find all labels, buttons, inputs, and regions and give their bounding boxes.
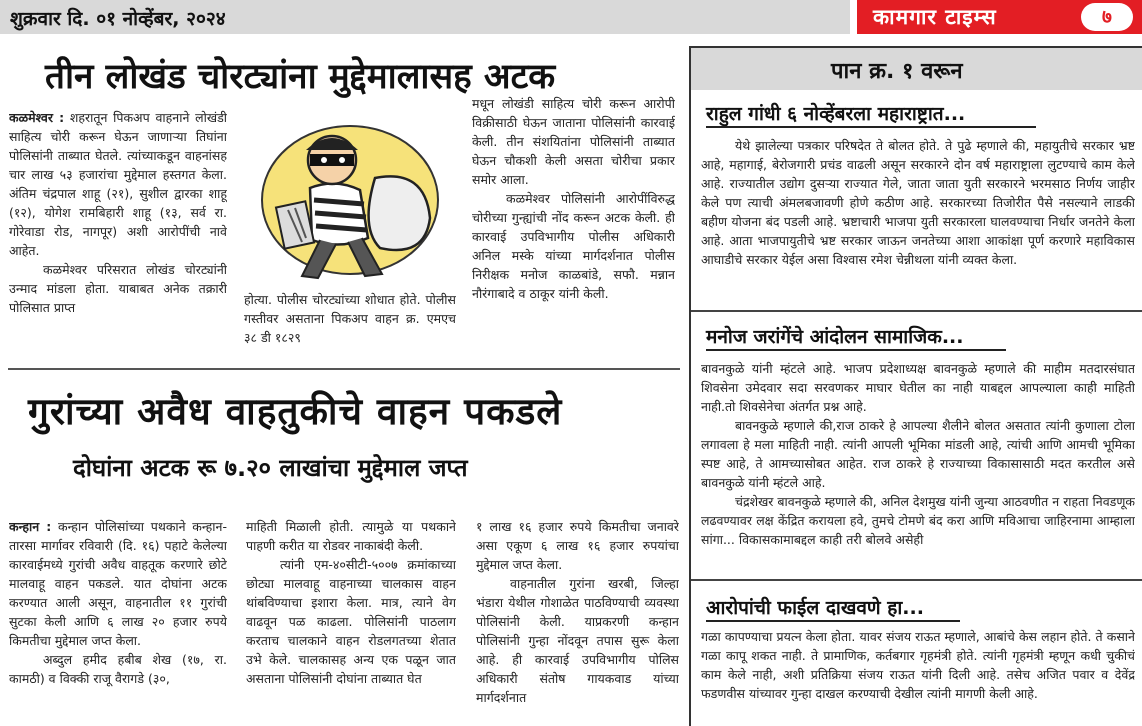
- section1-heading: राहुल गांधी ६ नोव्हेंबरला महाराष्ट्रात...: [706, 103, 966, 125]
- story2-col3-para1: १ लाख १६ हजार रुपये किमतीचा जनावरे असा एकूण ६ लाख १६ हजार रुपयांचा मुद्देमाल जप्त केला.: [476, 519, 679, 572]
- section-divider: [8, 368, 680, 370]
- section3-body: [701, 627, 1135, 726]
- story1-col1-para1: शहरातून पिकअप वाहनाने लोखंडी साहित्य चोरी करून घेऊन जाणाऱ्या तिघांना पोलिसांनी ताब्यात घेतले. त्यांच्याकडून वाहनांसह चार लाख ५३ हजारांचा मुद्देमाल हस्तगत केला. अंतिम चंद्रपाल शाहू (२१), सुशील द्वारका शाहू (१२), योगेश रामबिहारी शाहू (१३, सर्व रा. गोरेवाडा रोड, नागपूर) अशी आरोपींची नावे आहेत.: [9, 110, 227, 258]
- thief-illustration: [240, 108, 456, 284]
- section3-underline: [706, 620, 960, 622]
- section1-divider: [691, 310, 1142, 312]
- story2-col2-para2: त्यांनी एम-४०सीटी-५००७ क्रमांकाच्या छोट्या मालवाहू वाहनाच्या चालकास वाहन थांबविण्याचा इशारा केला. मात्र, त्याने वेग वाढवून पळ काढला. पोलिसांनी पाठलाग करताच चालकाने वाहन रोडलगतच्या शेतात उभे केले. चालकासह अन्य एक पळून जात असताना पोलिसांनी दोघांना ताब्यात घेत: [246, 557, 456, 686]
- story1-col3-para1: मधून लोखंडी साहित्य चोरी करून आरोपी विक्रीसाठी घेऊन जाताना पोलिसांनी कारवाई केली. तीन संशयितांना पोलिसांनी ताब्यात घेऊन चौकशी केली असता चोरीचा प्रकार समोर आला.: [472, 96, 675, 187]
- page-number: ७: [1081, 3, 1133, 31]
- section2-heading: मनोज जरांगेंचे आंदोलन सामाजिक...: [706, 326, 964, 348]
- story2-column-1: [9, 517, 227, 726]
- section1-body: [701, 136, 1135, 304]
- story1-col3-para2: कळमेश्वर पोलिसांनी आरोपींविरुद्ध चोरीच्या गुन्ह्यांची नोंद करून अटक केली. ही कारवाई उपविभागीय पोलीस अधिकारी अनिल मस्के यांच्या मार्गदर्शनात पोलीस निरीक्षक मनोज काळबांडे, सफौ. मन्नान नौरंगाबादे व ठाकूर यांनी केली.: [472, 191, 675, 301]
- brand-name: कामगार टाइम्स: [873, 5, 997, 29]
- story2-col1-para2: अब्दुल हमीद हबीब शेख (१७, रा. कामठी) व विक्की राजू वैरागडे (३०,: [9, 652, 227, 686]
- section2-body: [701, 359, 1135, 571]
- story1-column-1: [9, 108, 227, 358]
- story2-col2-para1: माहिती मिळाली होती. त्यामुळे या पथकाने पाहणी करीत या रोडवर नाकाबंदी केली.: [246, 519, 456, 553]
- story1-col2-text: होत्या. पोलीस चोरट्यांच्या शोधात होते. पोलीस गस्तीवर असताना पिकअप वाहन क्र. एमएच ३८ डी १८२९: [244, 292, 456, 345]
- story2-headline: गुरांच्या अवैध वाहतुकीचे वाहन पकडले: [28, 390, 563, 433]
- issue-date: शुक्रवार दि. ०१ नोव्हेंबर, २०२४: [10, 8, 226, 30]
- story1-dateline: कळमेश्वर :: [9, 110, 65, 125]
- story2-column-3: [476, 517, 679, 726]
- continued-panel-header: [691, 48, 1142, 90]
- section2-para2: बावनकुळे म्हणाले की,राज ठाकरे हे आपल्या शैलीने बोलत असतात त्यांनी कुणाला टोला लगावला हे मला माहिती नाही. त्यांनी आपली भूमिका मांडली आहे, त्यांची आणि आमची भूमिका स्पष्ट आहे, ते आमच्यासोबत आहेत. राज ठाकरे हे राज्याच्या विकासासाठी मदत करतील असे बावनकुळे यांनी म्हंटले आहे.: [701, 418, 1135, 490]
- section1-underline: [706, 126, 1036, 128]
- section2-para3: चंद्रशेखर बावनकुळे म्हणाले की, अनिल देशमुख यांनी जुन्या आठवणीत न राहता निवडणूक लढवण्यावर लक्ष केंद्रित करायला हवे, तुमचे टोमणे बंद करा आणि मविआचा जाहिरनामा आम्हाला सांगा... विकासकामाबद्दल काही तरी बोलवे असेही: [701, 494, 1135, 547]
- section1-text: येथे झालेल्या पत्रकार परिषदेत ते बोलत होते. ते पुढे म्हणाले की, महायुतीचे सरकार भ्रष्ट आहे, महागाई, बेरोजगारी प्रचंड वाढली असून सरकारने दोन वर्ष महाराष्ट्राला लुटण्याचे काम केले आहे. राज्यातील उद्योग दुसऱ्या राज्यात गेले, जाता जाता युती सरकारने भरमसाठ निर्णय जाहीर केले पण त्याची अंमलबजावणी होणे कठीण आहे. सरकारच्या तिजोरीत पैसे नसल्याने लाडकी बहीण योजना बंद पडली आहे. भ्रष्टाचारी भाजपा युती सरकारला घालवण्याचा निर्धार जनतेने केला आहे. आता भाजपायुतीचे भ्रष्ट सरकार जाऊन जनतेच्या आशा आकांक्षा पूर्ण करणारे महाविकास आघाडीचे सरकार येईल असा विश्वास रमेश चेन्नीथला यांनी व्यक्त केला.: [701, 138, 1135, 267]
- continued-panel-title: पान क्र. १ वरून: [831, 59, 963, 84]
- story1-headline: तीन लोखंड चोरट्यांना मुद्देमालासह अटक: [45, 57, 556, 97]
- story2-col3-para2: वाहनातील गुरांना खरबी, जिल्हा भंडारा येथील गोशाळेत पाठविण्याची व्यवस्था पोलिसांनी केली. याप्रकरणी कन्हान पोलिसांनी गुन्हा नोंदवून तपास सुरू केला आहे. ही कारवाई उपविभागीय पोलिस अधिकारी संतोष गायकवाड यांच्या मार्गदर्शनात: [476, 576, 679, 705]
- story2-dateline: कन्हान :: [9, 519, 52, 534]
- story1-column-3: [472, 94, 675, 360]
- story2-column-2: [246, 517, 456, 726]
- section3-text: गळा कापण्याचा प्रयत्न केला होता. यावर संजय राऊत म्हणाले, आबांचे केस लहान होते. ते कसाने गळा कापू शकत नाही. ते प्रामाणिक, कर्तबगार गृहमंत्री होते. त्यांनी गृहमंत्री म्हणून कधी चुकीचं काम केले नाही, अशी प्रतिक्रिया संजय राऊत यांनी दिली आहे. तसेच अजित पवार व देवेंद्र फडणवीस यांच्यावर गुन्हा दाखल करण्याची देखील त्यांनी मागणी केली आहे.: [701, 629, 1135, 701]
- story1-column-2: [244, 290, 456, 358]
- section2-para1: बावनकुळे यांनी म्हंटले आहे. भाजप प्रदेशाध्यक्ष बावनकुळे म्हणाले की माहीम मतदारसंघात शिवसेना उमेदवार सदा सरवणकर माघार घेतील का नाही याबद्दल आपल्याला काही माहिती नाही.तो शिवसेनेचा अंतर्गत प्रश्न आहे.: [701, 361, 1135, 414]
- section2-divider: [691, 579, 1142, 581]
- story1-col1-para2: कळमेश्वर परिसरात लोखंड चोरट्यांनी उन्माद मांडला होता. याबाबत अनेक तक्रारी पोलिसात प्राप्त: [9, 262, 227, 315]
- story2-subheadline: दोघांना अटक रू ७.२० लाखांचा मुद्देमाल जप्त: [73, 454, 468, 482]
- section2-underline: [706, 349, 1006, 351]
- masthead-brand: [857, 0, 1142, 34]
- section3-heading: आरोपांची फाईल दाखवणे हा...: [706, 597, 924, 619]
- date-bar: [0, 0, 850, 34]
- thief-cartoon-icon: [240, 108, 456, 284]
- story2-col1-para1: कन्हान पोलिसांच्या पथकाने कन्हान-तारसा मार्गावर रविवारी (दि. १६) पहाटे केलेल्या कारवाईमध्ये गुरांची अवैध वाहतूक करणारे छोटे मालवाहू वाहन पकडले. यात दोघांना अटक करण्यात आली असून, वाहनातील ११ गुरांची सुटका केली आणि ६ लाख २० हजार रुपये किमतीचा मुद्देमाल जप्त केला.: [9, 519, 227, 648]
